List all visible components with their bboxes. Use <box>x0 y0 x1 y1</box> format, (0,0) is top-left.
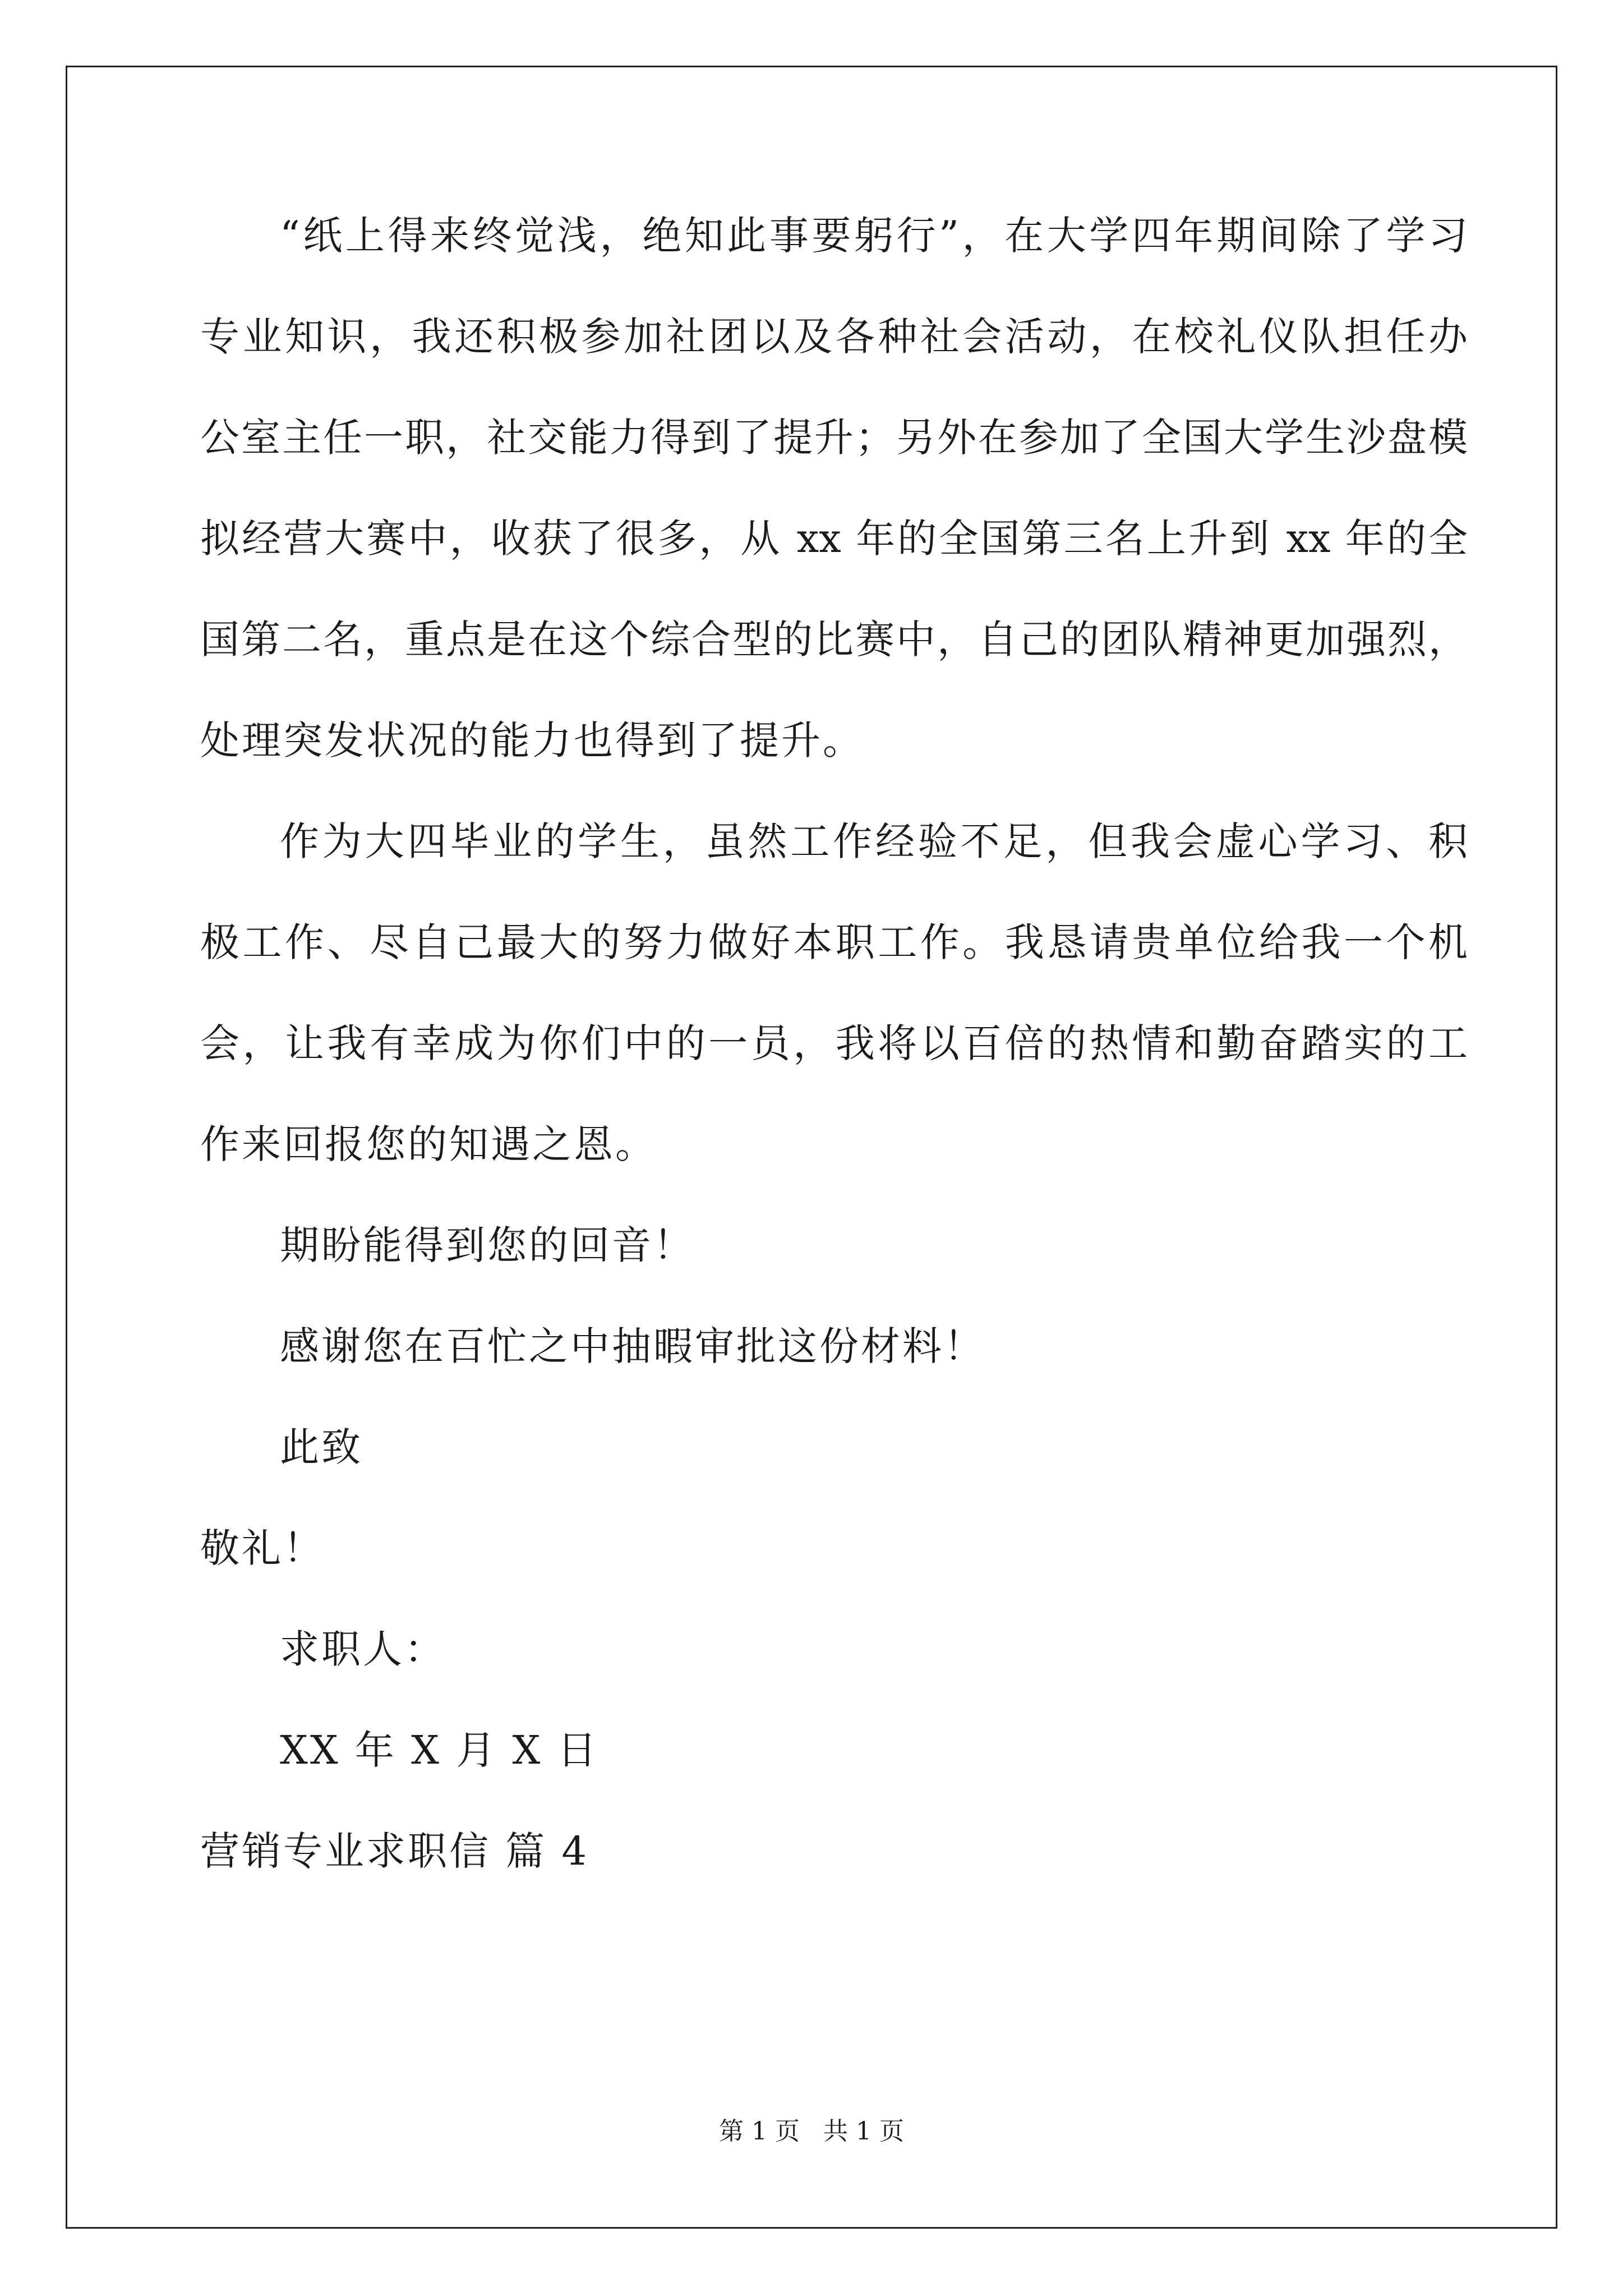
salutation-ci-zhi: 此致 <box>280 1424 363 1470</box>
paragraph-1-line-2: 专业知识，我还积极参加社团以及各种社会活动，在校礼仪队担任办 <box>200 314 1468 360</box>
paragraph-2-line-3: 会，让我有幸成为你们中的一员，我将以百倍的热情和勤奋踏实的工 <box>200 1020 1468 1066</box>
applicant-label: 求职人： <box>280 1626 446 1672</box>
paragraph-2-line-4: 作来回报您的知遇之恩。 <box>200 1121 657 1167</box>
paragraph-2-line-1: 作为大四毕业的学生，虽然工作经验不足，但我会虚心学习、积 <box>280 818 1468 864</box>
closing-hope: 期盼能得到您的回音！ <box>280 1222 695 1268</box>
paragraph-1-line-4: 拟经营大赛中，收获了很多，从 xx 年的全国第三名上升到 xx 年的全 <box>200 516 1468 562</box>
next-section-title: 营销专业求职信 篇 4 <box>200 1828 589 1874</box>
paragraph-1-line-3: 公室主任一职，社交能力得到了提升；另外在参加了全国大学生沙盘模 <box>200 415 1468 461</box>
paragraph-1-line-5: 国第二名，重点是在这个综合型的比赛中，自己的团队精神更加强烈， <box>200 616 1468 662</box>
paragraph-1-line-1: “纸上得来终觉浅，绝知此事要躬行”，在大学四年期间除了学习 <box>280 213 1468 259</box>
salutation-jing-li: 敬礼！ <box>200 1525 325 1571</box>
paragraph-2-line-2: 极工作、尽自己最大的努力做好本职工作。我恳请贵单位给我一个机 <box>200 919 1468 965</box>
page-number-footer: 第 1 页 共 1 页 <box>719 2117 904 2146</box>
paragraph-1-line-6: 处理突发状况的能力也得到了提升。 <box>200 717 864 763</box>
closing-thanks: 感谢您在百忙之中抽暇审批这份材料！ <box>280 1323 985 1369</box>
date-line: XX 年 X 月 X 日 <box>280 1727 599 1773</box>
